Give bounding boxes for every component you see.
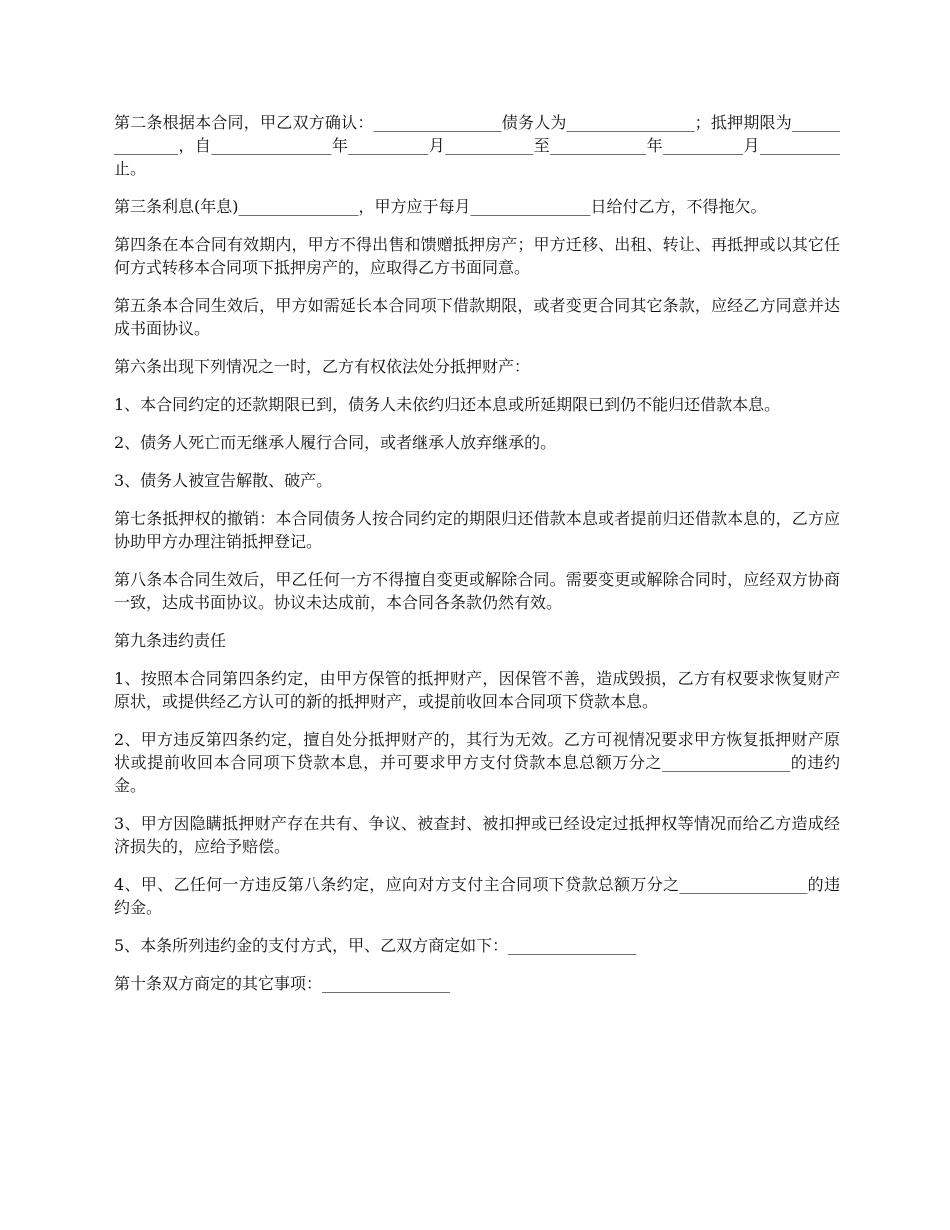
- clause-6-item-2: 2、债务人死亡而无继承人履行合同，或者继承人放弃继承的。: [114, 433, 557, 452]
- clause-9-item-2: 2、甲方违反第四条约定，擅自处分抵押财产的，其行为无效。乙方可视情况要求甲方恢复抵押财产原状或提前收回本合同项下贷款本息，并可要求甲方支付贷款本息总额万分之________________的违约金。: [114, 730, 840, 795]
- clause-9-item-3: 3、甲方因隐瞒抵押财产存在共有、争议、被查封、被扣押或已经设定过抵押权等情况而给乙方造成经济损失的，应给予赔偿。: [114, 814, 840, 856]
- contract-document: [114, 111, 840, 1010]
- clause-5-paragraph: 第五条本合同生效后，甲方如需延长本合同项下借款期限，或者变更合同其它条款，应经乙方同意并达成书面协议。: [114, 296, 840, 338]
- clause-10-paragraph: 第十条双方商定的其它事项：________________: [114, 974, 451, 993]
- clause-6-item-3: 3、债务人被宣告解散、破产。: [114, 471, 333, 490]
- clause-7-paragraph: 第七条抵押权的撤销：本合同债务人按合同约定的期限归还借款本息或者提前归还借款本息的，乙方应协助甲方办理注销抵押登记。: [114, 509, 840, 551]
- clause-8-paragraph: 第八条本合同生效后，甲乙任何一方不得擅自变更或解除合同。需要变更或解除合同时，应经双方协商一致，达成书面协议。协议未达成前，本合同各条款仍然有效。: [114, 570, 840, 612]
- clause-9-item-4: 4、甲、乙任何一方违反第八条约定，应向对方支付主合同项下贷款总额万分之________________的违约金。: [114, 875, 840, 917]
- clause-9-item-5: 5、本条所列违约金的支付方式，甲、乙双方商定如下：________________: [114, 936, 637, 955]
- clause-9-item-1: 1、按照本合同第四条约定，由甲方保管的抵押财产，因保管不善，造成毁损，乙方有权要求恢复财产原状，或提供经乙方认可的新的抵押财产，或提前收回本合同项下贷款本息。: [114, 669, 840, 711]
- clause-3-paragraph: 第三条利息(年息)_______________，甲方应于每月_______________日给付乙方，不得拖欠。: [114, 197, 767, 216]
- clause-9-heading: 第九条违约责任: [114, 631, 227, 650]
- clause-2-paragraph: 第二条根据本合同，甲乙双方确认：________________债务人为________________；抵押期限为______________，自_______________年__________月___________至____________年__________月__________止。: [114, 113, 840, 178]
- clause-6-item-1: 1、本合同约定的还款期限已到，债务人未依约归还本息或所延期限已到仍不能归还借款本息。: [114, 395, 781, 414]
- clause-4-paragraph: 第四条在本合同有效期内，甲方不得出售和馈赠抵押房产；甲方迁移、出租、转让、再抵押或以其它任何方式转移本合同项下抵押房产的，应取得乙方书面同意。: [114, 235, 840, 277]
- clause-6-heading: 第六条出现下列情况之一时，乙方有权依法处分抵押财产：: [114, 357, 531, 376]
